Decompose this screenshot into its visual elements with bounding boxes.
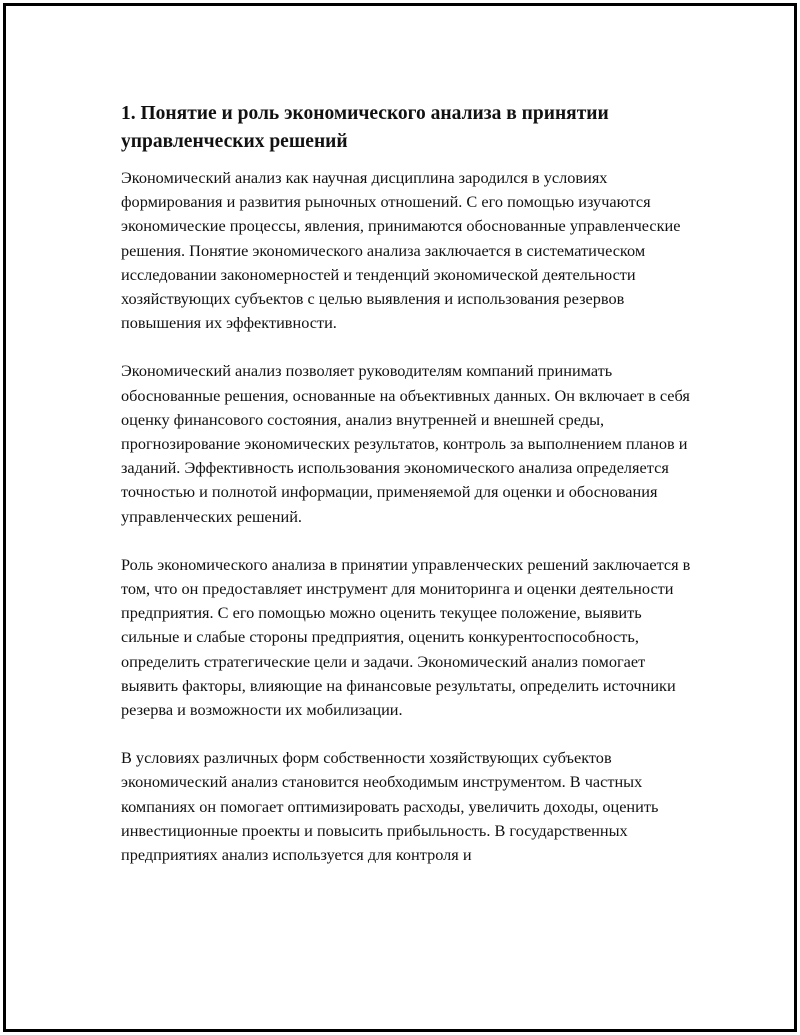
document-body bbox=[121, 100, 691, 891]
page-frame bbox=[3, 3, 797, 1032]
paragraph-2: Экономический анализ позволяет руководителям компаний принимать обоснованные решения, основанные на объективных данных. Он включает в себя оценку финансового состояния, анализ внутренней и внешней среды, прогнозирование экономических результатов, контроль за выполнением планов и заданий. Эффективность использования экономического анализа определяется точностью и полнотой информации, применяемой для оценки и обоснования управленческих решений. bbox=[121, 361, 690, 526]
paragraph-3: Роль экономического анализа в принятии управленческих решений заключается в том, что он предоставляет инструмент для мониторинга и оценки деятельности предприятия. С его помощью можно оценить текущее положение, выявить сильные и слабые стороны предприятия, оценить конкурентоспособность, определить стратегические цели и задачи. Экономический анализ помогает выявить факторы, влияющие на финансовые результаты, определить источники резерва и возможности их мобилизации. bbox=[121, 554, 691, 720]
section-heading: 1. Понятие и роль экономического анализа в принятии управленческих решений bbox=[121, 103, 609, 152]
paragraph-1: Экономический анализ как научная дисциплина зародился в условиях формирования и развития рыночных отношений. С его помощью изучаются экономические процессы, явления, принимаются обоснованные управленческие решения. Понятие экономического анализа заключается в систематическом исследовании закономерностей и тенденций экономической деятельности хозяйствующих субъектов с целью выявления и использования резервов повышения их эффективности. bbox=[121, 168, 681, 333]
paragraph-4: В условиях различных форм собственности хозяйствующих субъектов экономический анализ становится необходимым инструментом. В частных компаниях он помогает оптимизировать расходы, увеличить доходы, оценить инвестиционные проекты и повысить прибыльность. В государственных предприятиях анализ используется для контроля и bbox=[121, 748, 659, 865]
